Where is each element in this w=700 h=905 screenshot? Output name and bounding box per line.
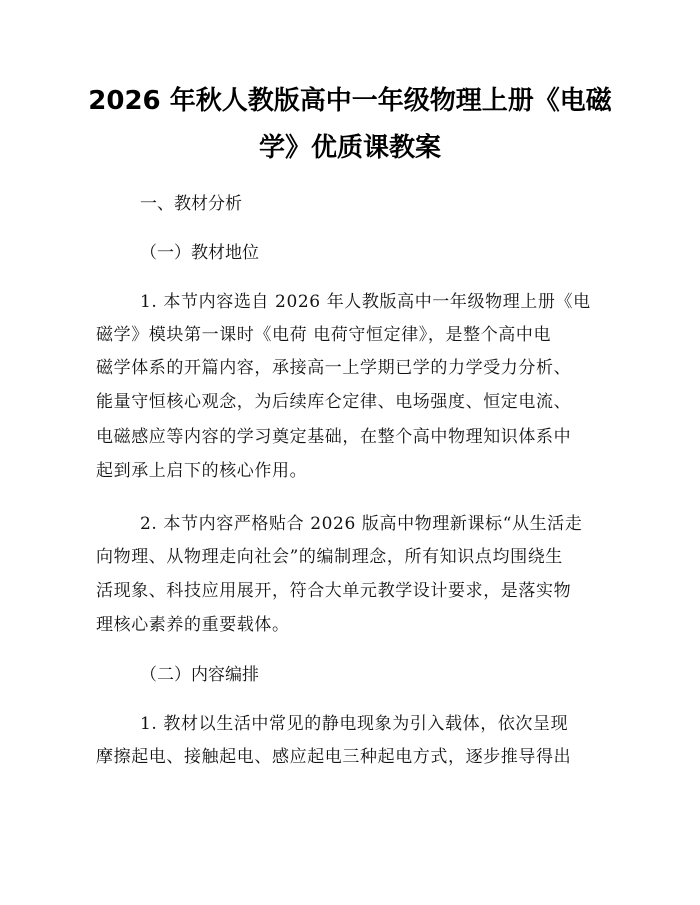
paragraph-3-line: 摩擦起电、接触起电、感应起电三种起电方式，逐步推导得出 [96,747,572,767]
subsection-heading-material-position: （一）教材地位 [140,243,259,263]
paragraph-2-line: 向物理、从物理走向社会”的编制理念，所有知识点均围绕生 [96,547,563,567]
paragraph-2-line: 2. 本节内容严格贴合 2026 版高中物理新课标“从生活走 [140,514,583,534]
subsection-heading-content-arrangement: （二）内容编排 [140,665,259,685]
paragraph-2-line: 理核心素养的重要载体。 [96,615,290,635]
paragraph-3-line: 1. 教材以生活中常见的静电现象为引入载体，依次呈现 [140,714,569,734]
paragraph-1-line: 能量守恒核心观念，为后续库仑定律、电场强度、恒定电流、 [96,392,572,412]
paragraph-1-line: 磁学体系的开篇内容，承接高一上学期已学的力学受力分析、 [96,358,572,378]
paragraph-1-line: 起到承上启下的核心作用。 [96,461,308,481]
document-title-line-1: 2026 年秋人教版高中一年级物理上册《电磁 [88,86,612,116]
section-heading-teaching-material-analysis: 一、教材分析 [140,194,242,214]
paragraph-1-line: 1. 本节内容选自 2026 年人教版高中一年级物理上册《电 [140,292,591,312]
paragraph-1-line: 磁学》模块第一课时《电荷 电荷守恒定律》，是整个高中电 [96,325,552,345]
document-title-line-2: 学》优质课教案 [258,133,441,163]
paragraph-2-line: 活现象、科技应用展开，符合大单元教学设计要求，是落实物 [96,581,572,601]
paragraph-1-line: 电磁感应等内容的学习奠定基础，在整个高中物理知识体系中 [96,427,572,447]
